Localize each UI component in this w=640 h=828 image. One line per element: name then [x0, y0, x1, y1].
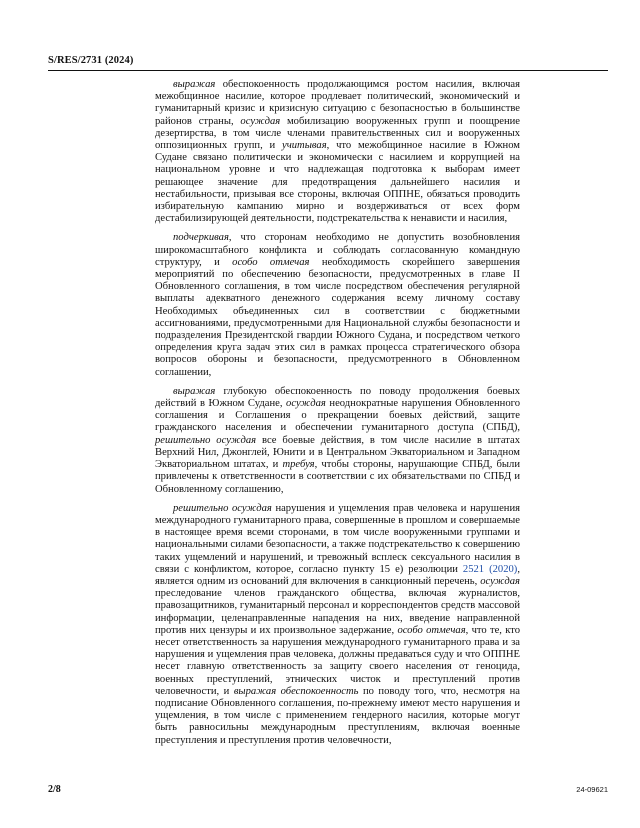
body-text: неоднократные нарушения Обновленного соглашения и Соглашения о прекращении боевых действий, защите гражданского населения и обеспечении гуманитарного доступа (СПБД),: [155, 398, 520, 434]
body-text: , чтобы стороны, нарушающие СПБД, были привлечены к ответственности в соответствии с их обязательствами по СПБД и Обновленному соглашению,: [155, 459, 520, 495]
emphasis-text: осуждая: [480, 575, 520, 587]
paragraph-3: [155, 386, 520, 496]
document-body: [155, 79, 520, 754]
body-text: необходимость скорейшего завершения мероприятий по обеспечению безопасности, предусмотренных в главе II Обновленного соглашения, в том числе посредством обеспечения регулярной выплаты адекватного денежного содержания всему личному составу Необходимых объединенных сил в соответствии с бюджетными ассигнованиями, предусмотренными для Национальной службы безопасности и подразделения Президентской гвардии Южного Судана, и посредством четкого определения круга задач этих сил в рамках процесса стратегического обзора вопросов обороны и безопасности, предусмотренного в Обновленном соглашении,: [155, 256, 520, 378]
paragraph-1: [155, 79, 520, 225]
body-text: по поводу того, что, несмотря на подписание Обновленного соглашения, по-прежнему имеют место нарушения и ущемления, в том числе с применением гендерного насилия, которые могут быть равносильны международным преступлениям, включая военные преступления и преступления против человечности,: [155, 685, 520, 746]
resolution-link[interactable]: 2521 (2020): [462, 563, 518, 575]
emphasis-text: учитывая: [282, 140, 327, 152]
emphasis-text: решительно осуждая: [173, 502, 272, 514]
body-text: глубокую обеспокоенность по поводу продолжения боевых действий в Южном Судане,: [155, 385, 520, 410]
emphasis-text: подчеркивая: [173, 232, 229, 244]
emphasis-text: осуждая: [286, 398, 326, 410]
emphasis-text: требуя: [282, 459, 315, 471]
emphasis-text: осуждая: [240, 115, 281, 127]
paragraph-2: [155, 232, 520, 378]
body-text: мобилизацию вооруженных групп и поощрение дезертирства, в том числе членами правительственных сил и вооруженных оппозиционных групп, и: [155, 115, 520, 152]
emphasis-text: решительно осуждая: [155, 434, 257, 446]
emphasis-text: выражая: [173, 79, 216, 90]
body-text: , что те, кто несет ответственность за нарушения международного гуманитарного права и за нарушения и ущемления прав человека, должны предаваться суду и что ОППНЕ несет главную ответственность за защиту своего населения от геноцида, военных преступлений, этнических чисток и преступлений против человечности, и: [155, 624, 520, 697]
emphasis-text: особо отмечая: [397, 624, 466, 636]
body-text: , что сторонам необходимо не допустить возобновления широкомасштабного конфликта и соблюдать согласованную командную структуру, и: [155, 232, 520, 268]
header-divider: [48, 70, 608, 71]
body-text: нарушения и ущемления прав человека и нарушения международного гуманитарного права, совершенные в прошлом и совершаемые в настоящее время всеми сторонами, в том числе вооруженными группами и национальными силами безопасности, а также подстрекательство к совершению таких ущемлений и нарушений, и тревожный всплеск сексуального насилия в связи с конфликтом, которое, согласно пункту 15 e) резолюции: [155, 502, 520, 575]
body-text: , является одним из оснований для включения в санкционный перечень,: [155, 563, 520, 587]
emphasis-text: выражая: [173, 385, 216, 397]
body-text: обеспокоенность продолжающимся ростом насилия, включая межобщинное насилие, которое продлевает политический, экономический и гуманитарный кризис и кризисную ситуацию с безопасностью в большинстве районов страны,: [155, 79, 520, 127]
document-symbol: S/RES/2731 (2024): [48, 55, 134, 66]
body-text: все боевые действия, в том числе насилие в штатах Верхний Нил, Джонглей, Юнити и в Центральном Экваториальном и Западном Экваториальном штатах, и: [155, 434, 521, 471]
emphasis-text: выражая обеспокоенность: [233, 685, 359, 697]
page-number: 2/8: [48, 784, 61, 795]
paragraph-4: [155, 503, 520, 747]
document-code: 24-09621: [576, 785, 608, 794]
body-text: , что межобщинное насилие в Южном Судане связано политически и экономически с насилием и коррупцией на национальном уровне и что надлежащая подготовка к выборам имеет решающее значение для предотвращения дальнейшего насилия и нестабильности, призывая все стороны, включая ОППНЕ, обязаться проводить избирательную кампанию мирно и воздерживаться от всех форм дестабилизирующей деятельности, подстрекательства к ненависти и насилия,: [155, 140, 520, 225]
emphasis-text: особо отмечая: [232, 256, 310, 268]
body-text: преследование членов гражданского общества, включая журналистов, правозащитников, гуманитарный персонал и корреспондентов средств массовой информации, целенаправленные нападения на них, введение направленной против них цензуры и их произвольное задержание,: [155, 588, 520, 636]
